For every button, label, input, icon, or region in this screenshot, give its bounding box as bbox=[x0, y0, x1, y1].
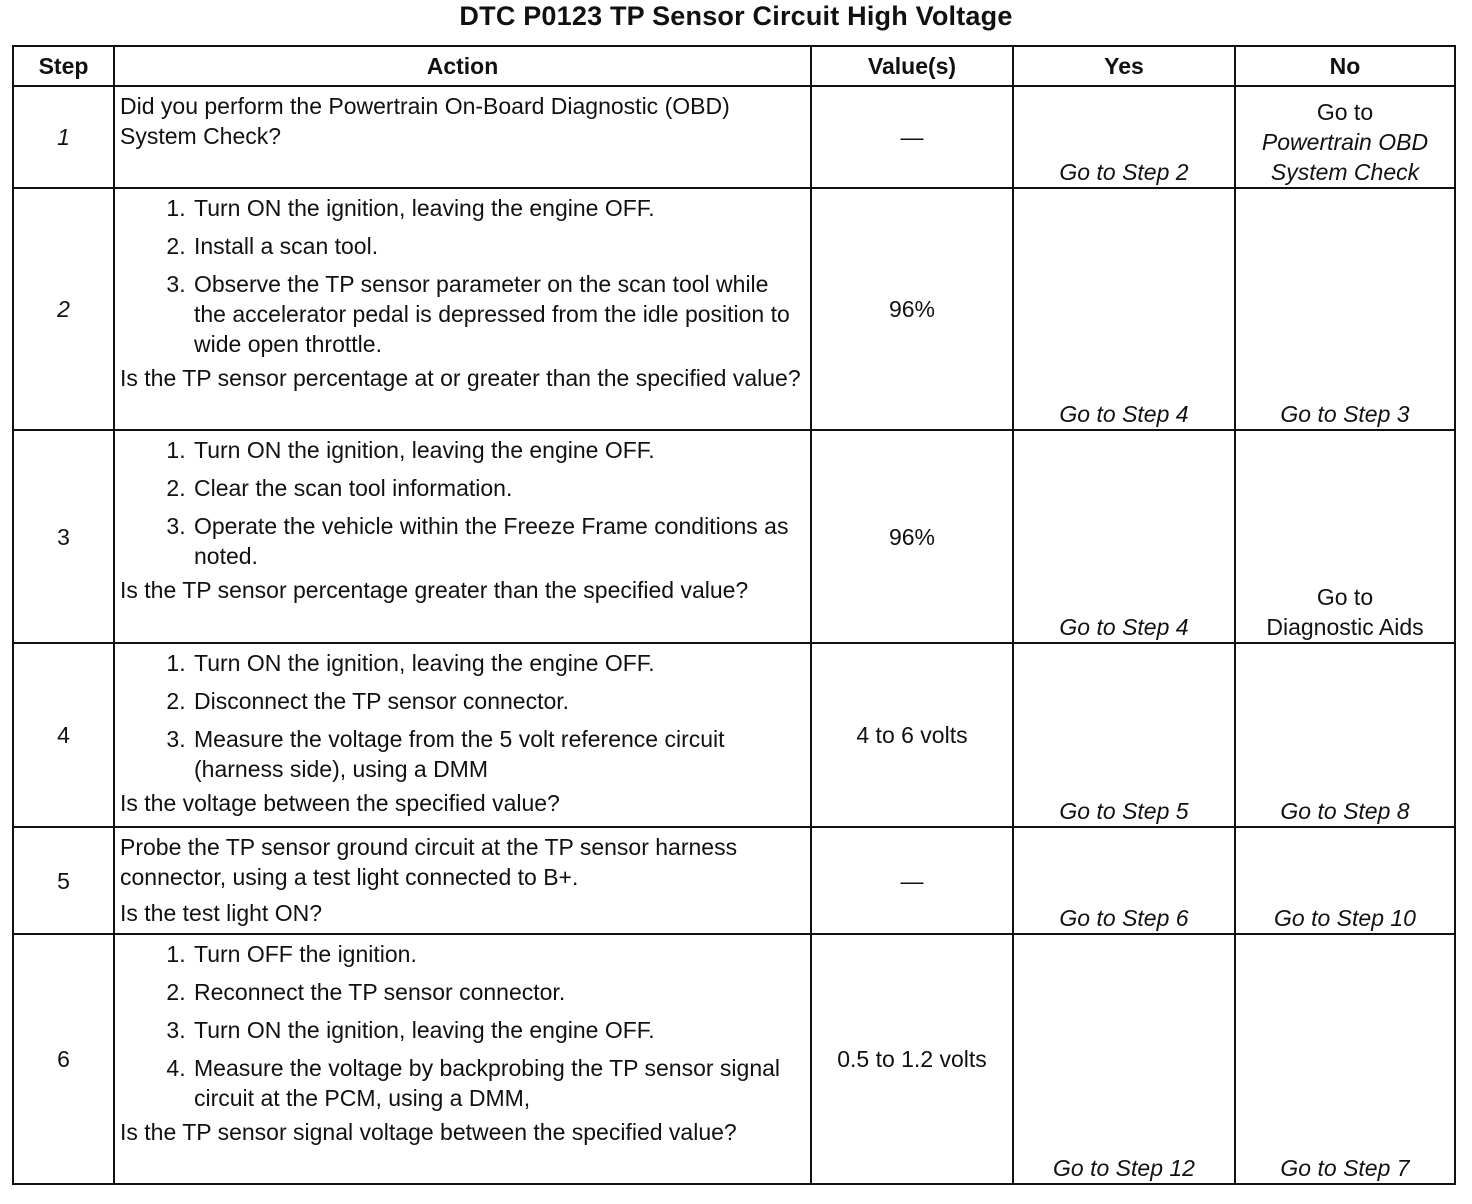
step-number: 2 bbox=[13, 188, 114, 430]
procedure-item: 3. Turn ON the ignition, leaving the engine OFF. bbox=[192, 1015, 805, 1045]
yes-cell: Go to Step 6 bbox=[1013, 827, 1235, 934]
yes-cell: Go to Step 4 bbox=[1013, 430, 1235, 643]
header-yes: Yes bbox=[1013, 46, 1235, 86]
no-text: Go to bbox=[1316, 99, 1374, 125]
table-row bbox=[13, 934, 1455, 1184]
question-text: Is the TP sensor percentage at or greater than the specified value? bbox=[120, 365, 801, 391]
no-cell bbox=[1235, 188, 1455, 430]
action-text: Probe the TP sensor ground circuit at the TP sensor harness connector, using a test light connected to B+. bbox=[120, 834, 738, 890]
yes-cell: Go to Step 5 bbox=[1013, 643, 1235, 827]
step-number: 1 bbox=[13, 86, 114, 188]
procedure-list bbox=[120, 648, 805, 784]
procedure-item: 2. Disconnect the TP sensor connector. bbox=[192, 686, 805, 716]
action-cell bbox=[114, 934, 811, 1184]
question-text: Is the test light ON? bbox=[120, 900, 322, 926]
step-number: 4 bbox=[13, 643, 114, 827]
table-row bbox=[13, 827, 1455, 934]
yes-cell: Go to Step 12 bbox=[1013, 934, 1235, 1184]
page-title: DTC P0123 TP Sensor Circuit High Voltage bbox=[459, 1, 1013, 31]
action-cell bbox=[114, 188, 811, 430]
procedure-list bbox=[120, 193, 805, 359]
action-cell bbox=[114, 827, 811, 934]
procedure-item: 1. Turn ON the ignition, leaving the engine OFF. bbox=[192, 193, 805, 223]
no-text: Powertrain OBD bbox=[1261, 129, 1429, 155]
no-text: Go to Step 10 bbox=[1274, 905, 1416, 931]
table-row bbox=[13, 430, 1455, 643]
procedure-item: 2. Clear the scan tool information. bbox=[192, 473, 805, 503]
diagnostic-table bbox=[12, 45, 1456, 1185]
procedure-item: 3. Observe the TP sensor parameter on the scan tool while the accelerator pedal is depressed from the idle position to wide open throttle. bbox=[192, 269, 805, 359]
no-text: Go to Step 3 bbox=[1280, 401, 1410, 427]
table-row bbox=[13, 643, 1455, 827]
value-cell: 96% bbox=[811, 430, 1013, 643]
yes-cell: Go to Step 4 bbox=[1013, 188, 1235, 430]
procedure-item: 2. Install a scan tool. bbox=[192, 231, 805, 261]
question-text: Is the TP sensor percentage greater than the specified value? bbox=[120, 577, 749, 603]
procedure-item: 4. Measure the voltage by backprobing the TP sensor signal circuit at the PCM, using a DMM, bbox=[192, 1053, 805, 1113]
step-number: 6 bbox=[13, 934, 114, 1184]
procedure-item: 2. Reconnect the TP sensor connector. bbox=[192, 977, 805, 1007]
table-row bbox=[13, 86, 1455, 188]
yes-cell: Go to Step 2 bbox=[1013, 86, 1235, 188]
procedure-list bbox=[120, 939, 805, 1113]
header-no: No bbox=[1235, 46, 1455, 86]
no-cell bbox=[1235, 827, 1455, 934]
action-cell bbox=[114, 86, 811, 188]
header-step: Step bbox=[13, 46, 114, 86]
no-text: Diagnostic Aids bbox=[1266, 614, 1424, 640]
no-cell bbox=[1235, 86, 1455, 188]
action-cell bbox=[114, 643, 811, 827]
no-text: System Check bbox=[1270, 159, 1420, 185]
procedure-item: 3. Measure the voltage from the 5 volt reference circuit (harness side), using a DMM bbox=[192, 724, 805, 784]
action-cell bbox=[114, 430, 811, 643]
header-values: Value(s) bbox=[811, 46, 1013, 86]
value-cell: 4 to 6 volts bbox=[811, 643, 1013, 827]
value-cell: 0.5 to 1.2 volts bbox=[811, 934, 1013, 1184]
header-action: Action bbox=[114, 46, 811, 86]
no-text: Go to Step 7 bbox=[1280, 1155, 1410, 1181]
procedure-list bbox=[120, 435, 805, 571]
no-text: Go to Step 8 bbox=[1280, 798, 1410, 824]
action-text: Did you perform the Powertrain On-Board Diagnostic (OBD) System Check? bbox=[120, 93, 730, 149]
step-number: 5 bbox=[13, 827, 114, 934]
no-cell bbox=[1235, 934, 1455, 1184]
value-cell: 96% bbox=[811, 188, 1013, 430]
question-text: Is the TP sensor signal voltage between the specified value? bbox=[120, 1119, 737, 1145]
table-header-row bbox=[13, 46, 1455, 86]
question-text: Is the voltage between the specified value? bbox=[120, 790, 560, 816]
procedure-item: 1. Turn OFF the ignition. bbox=[192, 939, 805, 969]
no-cell bbox=[1235, 430, 1455, 643]
no-text: Go to bbox=[1316, 584, 1374, 610]
step-number: 3 bbox=[13, 430, 114, 643]
value-cell: — bbox=[811, 827, 1013, 934]
value-cell: — bbox=[811, 86, 1013, 188]
procedure-item: 3. Operate the vehicle within the Freeze Frame conditions as noted. bbox=[192, 511, 805, 571]
procedure-item: 1. Turn ON the ignition, leaving the engine OFF. bbox=[192, 648, 805, 678]
procedure-item: 1. Turn ON the ignition, leaving the engine OFF. bbox=[192, 435, 805, 465]
no-cell bbox=[1235, 643, 1455, 827]
table-row bbox=[13, 188, 1455, 430]
